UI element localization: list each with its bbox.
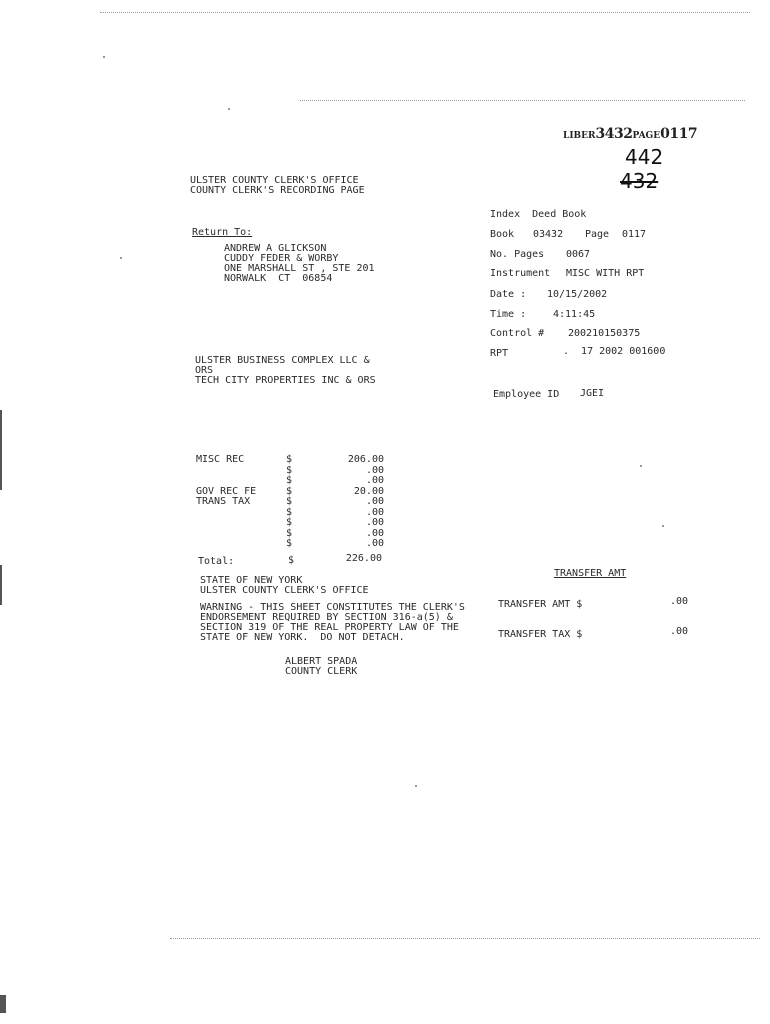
return-to-line: ANDREW A GLICKSON xyxy=(224,243,327,254)
liber-page-stamp: LIBER3432PAGE0117 xyxy=(563,126,698,142)
scan-speck xyxy=(103,56,105,58)
party-line: ULSTER BUSINESS COMPLEX LLC & xyxy=(195,355,370,366)
return-to-label: Return To: xyxy=(192,227,253,238)
transfer-heading: TRANSFER AMT xyxy=(554,568,627,579)
handwritten-number-struck: 432 xyxy=(620,169,659,193)
return-to-line: ONE MARSHALL ST , STE 201 xyxy=(224,263,375,274)
table-row: $ .00 xyxy=(286,464,384,476)
scan-artifact-line-top xyxy=(100,12,750,13)
no-pages-value: 0067 xyxy=(566,249,591,260)
table-row: $ .00 xyxy=(286,517,384,528)
control-label: Control # xyxy=(490,328,545,339)
scan-artifact-line-bottom xyxy=(170,938,760,939)
warning-line: SECTION 319 OF THE REAL PROPERTY LAW OF THE xyxy=(200,622,459,633)
total-amount: 226.00 xyxy=(345,553,382,564)
table-row: $ .00 xyxy=(286,475,384,486)
table-row: TRANS TAX $ .00 xyxy=(196,496,384,507)
date-value: 10/15/2002 xyxy=(547,289,608,300)
return-to-line: CUDDY FEDER & WORBY xyxy=(224,253,339,264)
table-row: $ .00 xyxy=(286,506,384,518)
table-row: $ .00 xyxy=(286,538,384,549)
instrument-value: MISC WITH RPT xyxy=(566,268,645,279)
scan-speck xyxy=(120,257,122,259)
book-label: Book xyxy=(490,229,515,240)
total-dollar: $ xyxy=(288,555,295,566)
warning-line: STATE OF NEW YORK. DO NOT DETACH. xyxy=(200,632,405,643)
scan-artifact-margin xyxy=(0,995,6,1013)
warning-line: WARNING - THIS SHEET CONSTITUTES THE CLERK'S xyxy=(200,602,465,613)
date-label: Date : xyxy=(490,289,527,300)
scan-speck xyxy=(415,785,417,787)
warning-line: ENDORSEMENT REQUIRED BY SECTION 316-a(5) & xyxy=(200,612,453,623)
transfer-amt-label: TRANSFER AMT $ xyxy=(498,599,583,610)
table-row: MISC REC $ 206.00 xyxy=(196,454,384,465)
index-type: Index Deed Book xyxy=(490,209,587,220)
employee-id: JGEI xyxy=(580,388,605,399)
party-line: ORS xyxy=(195,365,214,376)
table-row: $ .00 xyxy=(286,527,384,539)
scan-speck xyxy=(640,465,642,467)
fees-table xyxy=(196,455,384,550)
rpt-value: . 17 2002 001600 xyxy=(563,346,666,357)
clerk-name: ALBERT SPADA xyxy=(285,656,358,667)
scan-artifact-margin xyxy=(0,410,2,490)
rpt-label: RPT xyxy=(490,348,509,359)
scan-artifact-margin xyxy=(0,565,2,605)
state-office-line: ULSTER COUNTY CLERK'S OFFICE xyxy=(200,585,369,596)
time-value: 4:11:45 xyxy=(553,309,596,320)
transfer-tax-label: TRANSFER TAX $ xyxy=(498,629,583,640)
instrument-label: Instrument xyxy=(490,268,551,279)
page-label: Page xyxy=(585,229,610,240)
return-to-line: NORWALK CT 06854 xyxy=(224,273,333,284)
employee-label: Employee ID xyxy=(493,389,560,400)
transfer-tax-value: .00 xyxy=(670,626,689,637)
transfer-amt-value: .00 xyxy=(670,596,689,607)
scan-speck xyxy=(662,525,664,527)
clerk-title: COUNTY CLERK xyxy=(285,666,358,677)
no-pages-label: No. Pages xyxy=(490,249,545,260)
total-label: Total: xyxy=(198,556,235,567)
party-line: TECH CITY PROPERTIES INC & ORS xyxy=(195,375,376,386)
book-number: 03432 xyxy=(533,229,564,240)
scan-artifact-line-upper xyxy=(300,100,745,101)
time-label: Time : xyxy=(490,309,527,320)
control-number: 200210150375 xyxy=(568,328,641,339)
handwritten-number: 442 xyxy=(625,145,664,169)
page-number: 0117 xyxy=(622,229,647,240)
state-line: STATE OF NEW YORK xyxy=(200,575,303,586)
scan-speck xyxy=(228,108,230,110)
table-row: GOV REC FE $ 20.00 xyxy=(196,485,384,497)
office-subtitle: COUNTY CLERK'S RECORDING PAGE xyxy=(190,185,365,196)
office-title: ULSTER COUNTY CLERK'S OFFICE xyxy=(190,175,359,186)
